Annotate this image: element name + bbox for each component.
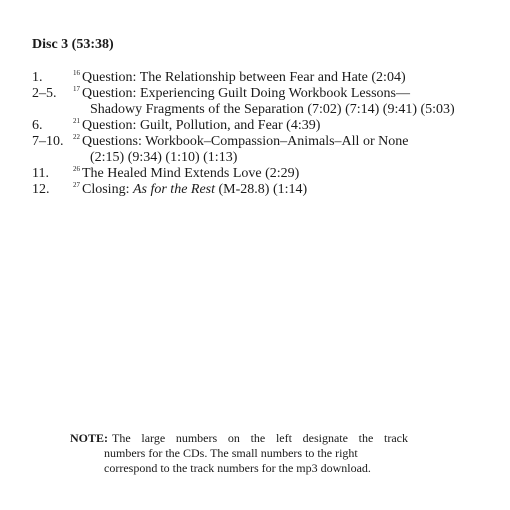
track-number: 12. (32, 182, 50, 197)
note-first-line (70, 431, 408, 446)
track-title-continuation: (2:15) (9:34) (1:10) (1:13) (90, 150, 238, 165)
track-title-italic: As for the Rest (132, 182, 216, 197)
track-text: 27 Closing: As for the Rest (M-28.8) (1:14) (73, 181, 308, 197)
track-item (32, 86, 502, 118)
track-number: 7–10. (32, 134, 64, 149)
track-title: Question: The Relationship between Fear and Hate (2:04) (82, 70, 406, 85)
track-text: 17 Question: Experiencing Guilt Doing Workbook Lessons— Shadowy Fragments of the Separation (7:02) (7:14) (9:41) (5:03) (72, 86, 502, 118)
track-item (32, 70, 502, 86)
disc-title: Disc 3 (53:38) (32, 37, 114, 52)
track-text: 16 Question: The Relationship between Fear and Hate (2:04) (73, 69, 406, 85)
note-block (70, 431, 408, 476)
note-label: NOTE: (70, 431, 109, 445)
track-item (32, 118, 502, 134)
track-title: The Healed Mind Extends Love (2:29) (82, 166, 300, 181)
note-text-line3: correspond to the track numbers for the mp3 download. (104, 461, 371, 475)
track-title: Question: Experiencing Guilt Doing Workbook Lessons— (82, 86, 410, 101)
track-text: 21 Question: Guilt, Pollution, and Fear (4:39) (73, 117, 321, 133)
note-text-line2: numbers for the CDs. The small numbers to the right (104, 446, 358, 460)
track-number: 2–5. (32, 86, 57, 101)
track-item (32, 166, 502, 182)
track-item (32, 134, 502, 166)
track-item (32, 182, 502, 198)
track-number: 11. (32, 166, 49, 181)
track-title: Question: Guilt, Pollution, and Fear (4:39) (82, 118, 321, 133)
track-text: 22 Questions: Workbook–Compassion–Animals–All or None (2:15) (9:34) (1:10) (1:13) (72, 134, 502, 166)
track-title: Questions: Workbook–Compassion–Animals–All or None (82, 134, 409, 149)
track-number: 1. (32, 70, 43, 85)
track-number: 6. (32, 118, 43, 133)
track-text: 26 The Healed Mind Extends Love (2:29) (73, 165, 300, 181)
track-title-continuation: Shadowy Fragments of the Separation (7:02) (7:14) (9:41) (5:03) (90, 102, 455, 117)
track-title-suffix: (M-28.8) (1:14) (215, 182, 308, 197)
track-list (32, 70, 502, 198)
track-title-prefix: Closing: (82, 182, 133, 197)
note-text-line1: The large numbers on the left designate the track (112, 431, 408, 445)
